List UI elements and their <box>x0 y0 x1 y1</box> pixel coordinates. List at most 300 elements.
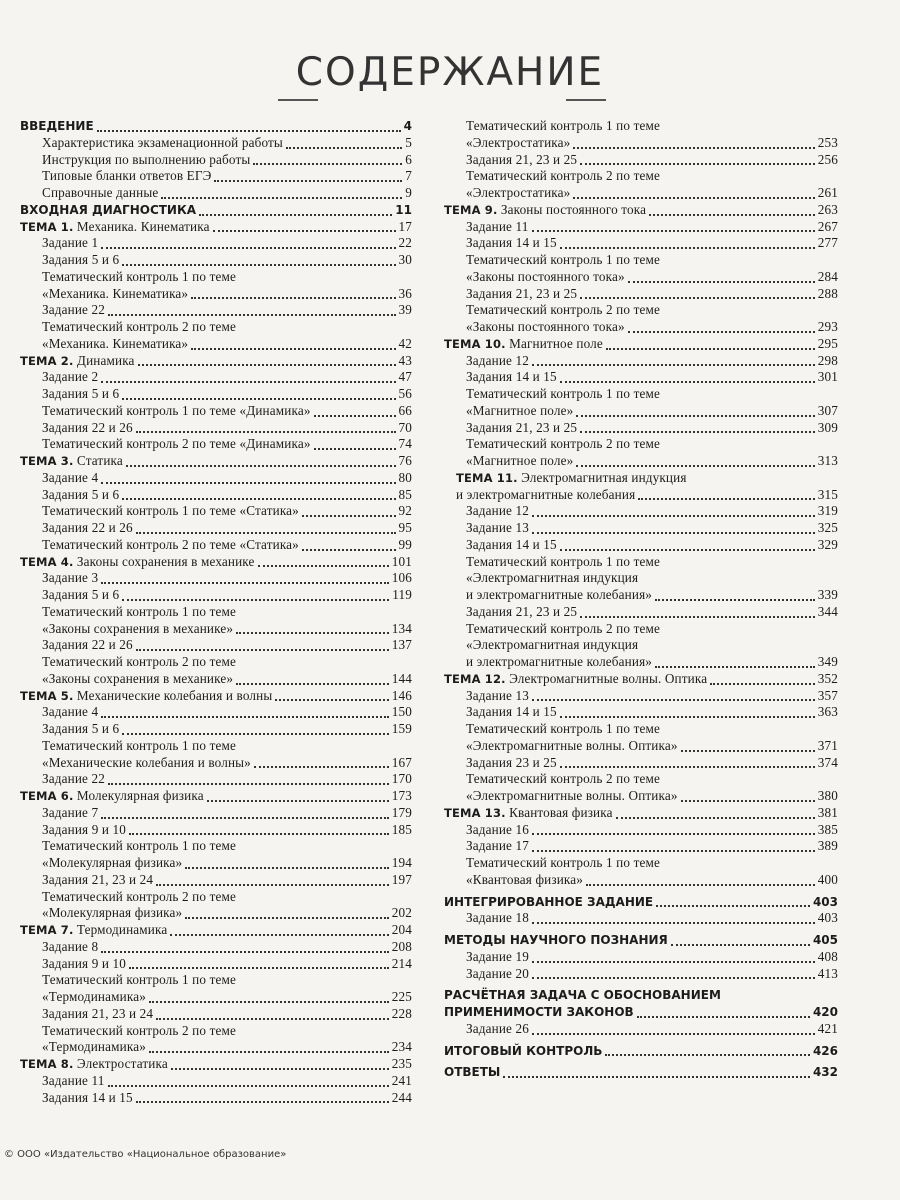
page-number: 9 <box>405 185 412 200</box>
toc-entry <box>20 771 412 788</box>
toc-entry <box>444 822 838 839</box>
page-number: 403 <box>817 910 838 926</box>
entry-title <box>444 822 529 839</box>
entry-title <box>20 1056 168 1073</box>
toc-entry <box>444 894 838 911</box>
page-number: 202 <box>391 905 412 921</box>
entry-text: Задания 23 и 25 <box>466 754 557 770</box>
page-number: 70 <box>398 419 412 435</box>
toc-entry <box>444 403 838 420</box>
dot-leader <box>101 381 395 383</box>
dot-leader <box>580 297 815 299</box>
entry-text: Электромагнитная индукция <box>521 469 687 485</box>
entry-text: Задание 12 <box>466 503 529 519</box>
entry-title <box>444 654 652 671</box>
entry-text: Задание 13 <box>466 520 529 535</box>
entry-title <box>444 788 678 805</box>
page-number: 381 <box>817 804 838 820</box>
entry-title <box>20 202 196 219</box>
entry-title <box>20 1073 105 1090</box>
toc-entry <box>20 118 412 135</box>
entry-title <box>20 152 250 169</box>
entry-text: «Электромагнитная индукция <box>466 570 639 586</box>
page-number: 85 <box>398 486 412 502</box>
toc-entry <box>444 671 838 688</box>
topic-label: ТЕМА 2. <box>20 353 74 368</box>
toc-entry <box>444 453 838 470</box>
entry-text: «Электростатика» <box>466 134 571 150</box>
toc-entry-line <box>444 554 838 571</box>
entry-text: Тематический контроль 1 по теме <box>466 386 660 401</box>
entry-text: Задание 20 <box>466 965 529 981</box>
page-number: 167 <box>391 754 412 770</box>
entry-title <box>20 1006 153 1023</box>
page-number: 66 <box>398 402 412 418</box>
entry-text: Термодинамика <box>76 922 168 937</box>
entry-text: ИНТЕГРИРОВАННОЕ ЗАДАНИЕ <box>444 894 654 909</box>
entry-title <box>444 202 646 219</box>
topic-label: ТЕМА 6. <box>20 789 74 803</box>
toc-entry <box>20 922 412 939</box>
entry-title <box>20 822 126 839</box>
page-number: 389 <box>817 838 838 854</box>
page-number: 101 <box>391 553 412 569</box>
toc-entry <box>444 420 838 437</box>
entry-title <box>20 805 98 822</box>
topic-label: ТЕМА 5. <box>20 688 74 703</box>
toc-entry-line <box>444 771 838 788</box>
toc-entry <box>20 487 412 504</box>
toc-entry <box>444 235 838 252</box>
page-number: 92 <box>398 503 412 519</box>
page-number: 194 <box>391 855 412 870</box>
entry-text: Электромагнитные волны. Оптика <box>509 670 708 686</box>
entry-title <box>20 168 211 185</box>
dot-leader <box>656 905 810 907</box>
entry-text: Задание 11 <box>42 1072 105 1088</box>
entry-text: Задания 5 и 6 <box>42 386 120 401</box>
toc-entry-line <box>20 889 412 906</box>
entry-text: Задание 12 <box>466 352 529 368</box>
page-number: 179 <box>391 804 412 820</box>
entry-title <box>20 336 188 353</box>
dot-leader <box>108 314 396 316</box>
dot-leader <box>671 944 810 946</box>
dot-leader <box>580 163 815 165</box>
toc-entry <box>20 386 412 403</box>
page-number: 74 <box>398 436 412 452</box>
page-number: 284 <box>817 268 838 284</box>
entry-text: Задание 18 <box>466 910 529 926</box>
entry-text: Тематический контроль 2 по теме <box>466 302 660 318</box>
entry-title <box>444 621 660 636</box>
toc-entry-line <box>444 987 838 1004</box>
toc-entry <box>444 537 838 554</box>
entry-text: Задания 5 и 6 <box>42 486 120 502</box>
entry-title <box>444 688 529 705</box>
toc-entry <box>444 152 838 169</box>
entry-title <box>20 671 233 688</box>
entry-title <box>444 570 638 585</box>
entry-text: МЕТОДЫ НАУЧНОГО ПОЗНАНИЯ <box>444 933 668 947</box>
entry-title <box>20 503 299 520</box>
entry-title <box>444 353 529 370</box>
entry-title <box>20 755 251 772</box>
toc-entry <box>20 219 412 236</box>
dot-leader <box>532 230 815 232</box>
toc-entry <box>20 503 412 520</box>
entry-title <box>20 587 119 604</box>
toc-entry <box>444 269 838 286</box>
entry-title <box>20 403 311 420</box>
entry-text: и электромагнитные колебания» <box>466 587 653 602</box>
toc-entry-line <box>20 654 412 671</box>
page-number: 313 <box>817 453 838 468</box>
entry-title <box>20 604 236 619</box>
dot-leader <box>171 1068 389 1070</box>
page-number: 307 <box>817 402 838 418</box>
dot-leader <box>129 967 389 969</box>
dot-leader <box>185 917 389 919</box>
entry-text: «Магнитное поле» <box>466 453 574 468</box>
dot-leader <box>573 147 814 149</box>
entry-title <box>20 520 133 537</box>
entry-text: Задание 26 <box>466 1020 529 1036</box>
page-number: 4 <box>403 119 412 133</box>
page-number: 309 <box>817 419 838 435</box>
entry-title <box>444 755 557 772</box>
dot-leader <box>236 683 389 685</box>
entry-title <box>20 956 126 973</box>
dot-leader <box>532 1033 815 1035</box>
entry-text: «Электростатика» <box>466 185 571 200</box>
page-number: 426 <box>812 1043 838 1058</box>
entry-text: Задания 5 и 6 <box>42 587 120 602</box>
entry-title <box>20 118 94 135</box>
entry-text: Тематический контроль 2 по теме <box>42 654 236 669</box>
toc-entry-line <box>444 621 838 638</box>
entry-text: Законы постоянного тока <box>500 201 647 217</box>
dot-leader <box>628 281 815 283</box>
entry-text: Тематический контроль 1 по теме «Динамика» <box>42 402 311 418</box>
dot-leader <box>258 565 389 567</box>
page-number: 170 <box>391 771 412 787</box>
entry-text: «Законы постоянного тока» <box>466 319 625 334</box>
entry-title <box>444 269 625 286</box>
toc-entry <box>20 470 412 487</box>
entry-text: Задания 21, 23 и 24 <box>42 1005 154 1021</box>
page-number: 6 <box>405 151 412 167</box>
topic-label: ТЕМА 12. <box>444 671 506 686</box>
dot-leader <box>606 348 815 350</box>
page-number: 421 <box>817 1020 838 1036</box>
dot-leader <box>286 147 402 149</box>
entry-text: Задания 21, 23 и 24 <box>42 871 154 887</box>
entry-text: Задание 16 <box>466 821 529 837</box>
entry-text: Электростатика <box>76 1056 168 1071</box>
dot-leader <box>628 331 815 333</box>
entry-text: «Законы постоянного тока» <box>466 268 625 284</box>
entry-text: Справочные данные <box>42 185 159 200</box>
topic-label: ТЕМА 9. <box>444 202 498 217</box>
dot-leader <box>253 163 402 165</box>
toc-entry <box>444 336 838 353</box>
entry-title <box>444 838 529 855</box>
page-number: 380 <box>817 788 838 803</box>
entry-title <box>444 118 660 133</box>
toc-entry <box>20 1056 412 1073</box>
dot-leader <box>302 515 396 517</box>
dot-leader <box>503 1076 810 1078</box>
dot-leader <box>136 532 396 534</box>
entry-title <box>444 587 652 604</box>
topic-label: ТЕМА 3. <box>20 454 74 468</box>
page-number: 263 <box>817 201 838 217</box>
entry-title <box>20 654 236 669</box>
page-number: 374 <box>817 754 838 770</box>
dot-leader <box>101 582 389 584</box>
toc-entry <box>20 436 412 453</box>
toc-entry-line <box>444 118 838 135</box>
entry-title <box>20 453 123 470</box>
page-number: 76 <box>398 453 412 468</box>
page-number: 137 <box>391 637 412 653</box>
dot-leader <box>149 1001 389 1003</box>
entry-text: «Электромагнитная индукция <box>466 637 639 653</box>
entry-text: ИТОГОВЫЙ КОНТРОЛЬ <box>444 1043 603 1058</box>
entry-title <box>20 788 204 805</box>
page-title: СОДЕРЖАНИЕ <box>295 50 605 95</box>
entry-text: ОТВЕТЫ <box>444 1065 501 1080</box>
dot-leader <box>254 766 389 768</box>
page-number: 244 <box>391 1089 412 1105</box>
toc-entry <box>20 286 412 303</box>
entry-text: Тематический контроль 2 по теме <box>466 771 660 787</box>
entry-title <box>444 369 557 386</box>
entry-title <box>20 302 105 319</box>
entry-title <box>20 1039 146 1056</box>
page-number: 204 <box>391 922 412 937</box>
toc-entry <box>20 805 412 822</box>
dot-leader <box>576 415 814 417</box>
entry-text: «Термодинамика» <box>42 989 146 1004</box>
entry-text: «Термодинамика» <box>42 1039 146 1055</box>
copyright-footer: © ООО «Издательство «Национальное образование» <box>4 1149 287 1160</box>
dot-leader <box>532 850 815 852</box>
entry-text: Задания 9 и 10 <box>42 821 127 837</box>
dot-leader <box>586 884 815 886</box>
entry-title <box>20 386 119 403</box>
toc-entry <box>444 587 838 604</box>
dot-leader <box>236 632 389 634</box>
toc-entry <box>444 966 838 983</box>
toc-entry <box>444 219 838 236</box>
entry-text: Задание 4 <box>42 704 99 720</box>
dot-leader <box>199 214 392 216</box>
toc-entry <box>444 135 838 152</box>
page-number: 119 <box>392 587 412 602</box>
entry-title <box>444 966 529 983</box>
toc-entry <box>20 671 412 688</box>
dot-leader <box>576 465 814 467</box>
toc-entry <box>20 905 412 922</box>
page-number: 298 <box>817 352 838 368</box>
toc-entry-line <box>444 637 838 654</box>
entry-text: Задание 3 <box>42 570 99 586</box>
toc-entry <box>444 910 838 927</box>
entry-text: Тематический контроль 2 по теме <box>466 168 660 184</box>
page-number: 352 <box>817 670 838 686</box>
entry-text: Тематический контроль 1 по теме <box>42 603 236 619</box>
dot-leader <box>156 1018 389 1020</box>
entry-title <box>20 269 236 284</box>
dot-leader <box>122 599 389 601</box>
entry-text: Задания 21, 23 и 25 <box>466 285 578 301</box>
page-number: 241 <box>391 1072 412 1088</box>
entry-text: и электромагнитные колебания <box>456 486 636 502</box>
entry-text: Тематический контроль 1 по теме <box>42 737 236 753</box>
toc-entry <box>20 1006 412 1023</box>
entry-text: Задание 11 <box>466 218 529 234</box>
dot-leader <box>532 515 815 517</box>
entry-text: Типовые бланки ответов ЕГЭ <box>42 168 212 184</box>
toc-entry-line <box>20 269 412 286</box>
dot-leader <box>638 498 814 500</box>
dot-leader <box>101 716 389 718</box>
page-number: 371 <box>817 737 838 753</box>
entry-text: Задание 22 <box>42 771 105 787</box>
entry-title <box>20 922 167 939</box>
entry-text: Задания 14 и 15 <box>466 235 557 251</box>
entry-text: «Магнитное поле» <box>466 402 574 418</box>
page-number: 11 <box>395 202 412 217</box>
entry-title <box>20 369 98 386</box>
entry-title <box>444 152 577 169</box>
dot-leader <box>560 381 815 383</box>
entry-title <box>20 570 98 587</box>
entry-text: Тематический контроль 2 по теме <box>42 888 236 904</box>
entry-title <box>444 910 529 927</box>
entry-text: «Молекулярная физика» <box>42 905 183 921</box>
dot-leader <box>156 884 389 886</box>
toc-entry <box>444 838 838 855</box>
dot-leader <box>314 415 396 417</box>
page-number: 173 <box>391 788 412 803</box>
toc-entry <box>20 956 412 973</box>
dot-leader <box>532 532 815 534</box>
page-number: 288 <box>817 285 838 301</box>
dot-leader <box>108 1085 389 1087</box>
entry-text: ВВЕДЕНИЕ <box>20 119 94 133</box>
page-number: 329 <box>817 536 838 552</box>
toc-entry <box>20 939 412 956</box>
page-number: 39 <box>398 302 412 318</box>
topic-label: ТЕМА 13. <box>444 805 506 820</box>
toc-entry-line <box>20 738 412 755</box>
toc-entry <box>20 185 412 202</box>
entry-text: Задания 14 и 15 <box>466 536 557 552</box>
toc-entry-line <box>444 436 838 453</box>
page-number: 80 <box>398 469 412 485</box>
toc-entry <box>444 202 838 219</box>
entry-title <box>20 319 236 334</box>
dot-leader <box>170 934 388 936</box>
toc-entry <box>444 369 838 386</box>
dot-leader <box>580 616 815 618</box>
toc-entry <box>20 369 412 386</box>
entry-text: «Молекулярная физика» <box>42 855 183 870</box>
entry-text: Задания 21, 23 и 25 <box>466 151 578 167</box>
page-number: 234 <box>391 1039 412 1055</box>
toc-entry <box>444 949 838 966</box>
dot-leader <box>101 482 395 484</box>
toc-entry <box>444 1021 838 1038</box>
toc-entry-line <box>444 386 838 403</box>
entry-text: Характеристика экзаменационной работы <box>42 134 283 150</box>
entry-title <box>444 219 529 236</box>
topic-label: ТЕМА 4. <box>20 554 74 569</box>
entry-title <box>444 520 529 537</box>
dot-leader <box>101 247 395 249</box>
entry-text: РАСЧЁТНАЯ ЗАДАЧА С ОБОСНОВАНИЕМ <box>444 988 721 1003</box>
page-number: 208 <box>391 938 412 954</box>
dot-leader <box>655 666 815 668</box>
entry-text: Задания 22 и 26 <box>42 637 133 653</box>
toc-entry-line <box>20 972 412 989</box>
entry-text: Задание 19 <box>466 948 529 964</box>
entry-text: ПРИМЕНИМОСТИ ЗАКОНОВ <box>444 1005 634 1019</box>
dot-leader <box>655 599 815 601</box>
page-number: 293 <box>817 319 838 334</box>
title-rule-right <box>566 99 606 101</box>
toc-entry <box>444 688 838 705</box>
entry-text: Задание 22 <box>42 302 105 318</box>
toc-entry <box>20 1090 412 1107</box>
entry-title <box>20 470 98 487</box>
entry-text: Задания 14 и 15 <box>466 704 557 720</box>
entry-title <box>444 949 529 966</box>
page-number: 235 <box>391 1056 412 1071</box>
toc-entry <box>20 989 412 1006</box>
dot-leader <box>532 922 815 924</box>
entry-title <box>444 235 557 252</box>
toc-entry <box>20 570 412 587</box>
page-number: 56 <box>398 386 412 401</box>
entry-title <box>20 135 283 152</box>
entry-text: Тематический контроль 1 по теме <box>42 268 236 284</box>
toc-entry <box>444 738 838 755</box>
page-number: 253 <box>817 134 838 150</box>
entry-title <box>20 721 119 738</box>
entry-text: и электромагнитные колебания» <box>466 654 653 669</box>
entry-title <box>444 420 577 437</box>
page-number: 277 <box>817 235 838 251</box>
toc-entry <box>20 420 412 437</box>
toc-entry <box>444 872 838 889</box>
dot-leader <box>97 130 401 132</box>
entry-title <box>444 319 625 336</box>
entry-text: Задания 21, 23 и 25 <box>466 419 578 435</box>
entry-title <box>20 537 299 554</box>
page-number: 146 <box>391 687 412 703</box>
page-number: 339 <box>817 587 838 602</box>
entry-title <box>444 1021 529 1038</box>
dot-leader <box>560 766 815 768</box>
toc-right-column <box>444 118 838 1081</box>
page-number: 408 <box>817 948 838 964</box>
entry-title <box>20 286 188 303</box>
entry-text: Тематический контроль 1 по теме <box>466 721 660 736</box>
